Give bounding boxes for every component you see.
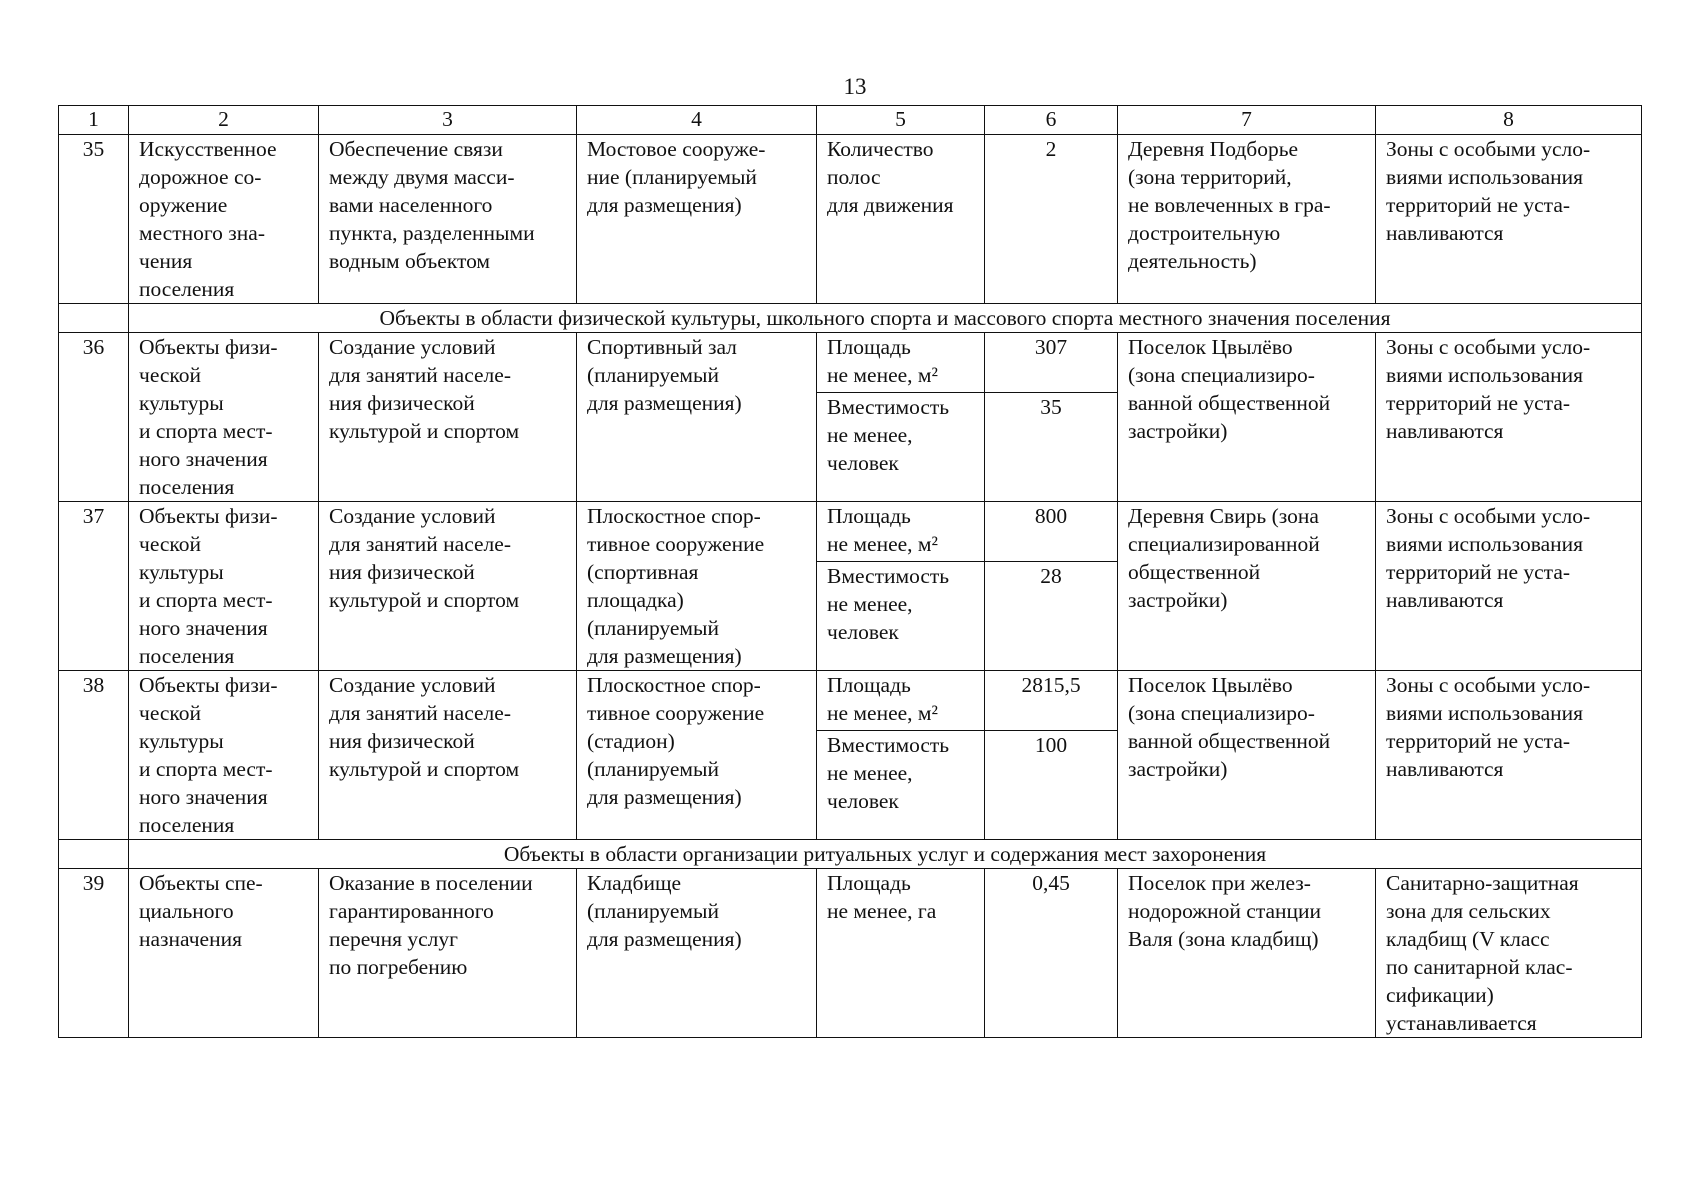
column-number-header-row xyxy=(59,106,1642,135)
object-type: Кладбище (планируемый для размещения) xyxy=(577,869,817,1038)
characteristic-value: 800 xyxy=(985,502,1118,562)
object-location: Поселок Цвылёво (зона специализиро- ванной общественной застройки) xyxy=(1118,333,1376,502)
column-number-header: 7 xyxy=(1118,106,1376,135)
object-purpose: Оказание в поселении гарантированного перечня услуг по погребению xyxy=(319,869,577,1038)
object-name: Искусственное дорожное со- оружение местного зна- чения поселения xyxy=(129,135,319,304)
section-number-cell xyxy=(59,304,129,333)
special-use-zones: Зоны с особыми усло- виями использования территорий не уста- навливаются xyxy=(1376,135,1642,304)
characteristic-value: 2 xyxy=(985,135,1118,304)
table-row xyxy=(59,502,1642,562)
column-number-header: 3 xyxy=(319,106,577,135)
characteristic-label: Вместимость не менее, человек xyxy=(817,392,985,501)
object-purpose: Обеспечение связи между двумя масси- вами населенного пункта, разделенными водным объектом xyxy=(319,135,577,304)
column-number-header: 6 xyxy=(985,106,1118,135)
characteristic-value: 0,45 xyxy=(985,869,1118,1038)
table-row xyxy=(59,135,1642,304)
special-use-zones: Санитарно-защитная зона для сельских кладбищ (V класс по санитарной клас- сификации) устанавливается xyxy=(1376,869,1642,1038)
characteristic-label: Площадь не менее, м² xyxy=(817,333,985,393)
section-number-cell xyxy=(59,840,129,869)
object-name: Объекты физи- ческой культуры и спорта мест- ного значения поселения xyxy=(129,502,319,671)
row-number: 38 xyxy=(59,671,129,840)
characteristic-label: Вместимость не менее, человек xyxy=(817,561,985,670)
row-number: 35 xyxy=(59,135,129,304)
characteristic-label: Площадь не менее, м² xyxy=(817,502,985,562)
object-type: Спортивный зал (планируемый для размещения) xyxy=(577,333,817,502)
row-number: 37 xyxy=(59,502,129,671)
object-purpose: Создание условий для занятий населе- ния физической культурой и спортом xyxy=(319,502,577,671)
column-number-header: 8 xyxy=(1376,106,1642,135)
column-number-header: 1 xyxy=(59,106,129,135)
page-number: 13 xyxy=(843,74,867,99)
row-number: 36 xyxy=(59,333,129,502)
characteristic-label: Площадь не менее, га xyxy=(817,869,985,1038)
characteristic-value: 2815,5 xyxy=(985,671,1118,731)
characteristic-value: 28 xyxy=(985,561,1118,670)
object-type: Мостовое сооруже- ние (планируемый для размещения) xyxy=(577,135,817,304)
object-type: Плоскостное спор- тивное сооружение (спортивная площадка) (планируемый для размещения) xyxy=(577,502,817,671)
characteristic-label: Площадь не менее, м² xyxy=(817,671,985,731)
object-name: Объекты спе- циального назначения xyxy=(129,869,319,1038)
object-location: Поселок Цвылёво (зона специализиро- ванной общественной застройки) xyxy=(1118,671,1376,840)
object-purpose: Создание условий для занятий населе- ния физической культурой и спортом xyxy=(319,333,577,502)
characteristic-label: Количество полос для движения xyxy=(817,135,985,304)
object-type: Плоскостное спор- тивное сооружение (стадион) (планируемый для размещения) xyxy=(577,671,817,840)
table-row xyxy=(59,869,1642,1038)
section-header-row xyxy=(59,840,1642,869)
planned-objects-table xyxy=(58,105,1642,1038)
section-title: Объекты в области физической культуры, школьного спорта и массового спорта местного значения поселения xyxy=(129,304,1642,333)
object-location: Поселок при желез- нодорожной станции Валя (зона кладбищ) xyxy=(1118,869,1376,1038)
object-location: Деревня Подборье (зона территорий, не вовлеченных в гра- достроительную деятельность) xyxy=(1118,135,1376,304)
section-header-row xyxy=(59,304,1642,333)
characteristic-label: Вместимость не менее, человек xyxy=(817,730,985,839)
table-body xyxy=(59,106,1642,1038)
object-purpose: Создание условий для занятий населе- ния физической культурой и спортом xyxy=(319,671,577,840)
column-number-header: 2 xyxy=(129,106,319,135)
row-number: 39 xyxy=(59,869,129,1038)
object-name: Объекты физи- ческой культуры и спорта мест- ного значения поселения xyxy=(129,333,319,502)
section-title: Объекты в области организации ритуальных услуг и содержания мест захоронения xyxy=(129,840,1642,869)
table-row xyxy=(59,333,1642,393)
special-use-zones: Зоны с особыми усло- виями использования территорий не уста- навливаются xyxy=(1376,502,1642,671)
column-number-header: 4 xyxy=(577,106,817,135)
special-use-zones: Зоны с особыми усло- виями использования территорий не уста- навливаются xyxy=(1376,333,1642,502)
characteristic-value: 100 xyxy=(985,730,1118,839)
table-row xyxy=(59,671,1642,731)
object-location: Деревня Свирь (зона специализированной общественной застройки) xyxy=(1118,502,1376,671)
special-use-zones: Зоны с особыми усло- виями использования территорий не уста- навливаются xyxy=(1376,671,1642,840)
characteristic-value: 307 xyxy=(985,333,1118,393)
object-name: Объекты физи- ческой культуры и спорта мест- ного значения поселения xyxy=(129,671,319,840)
characteristic-value: 35 xyxy=(985,392,1118,501)
column-number-header: 5 xyxy=(817,106,985,135)
